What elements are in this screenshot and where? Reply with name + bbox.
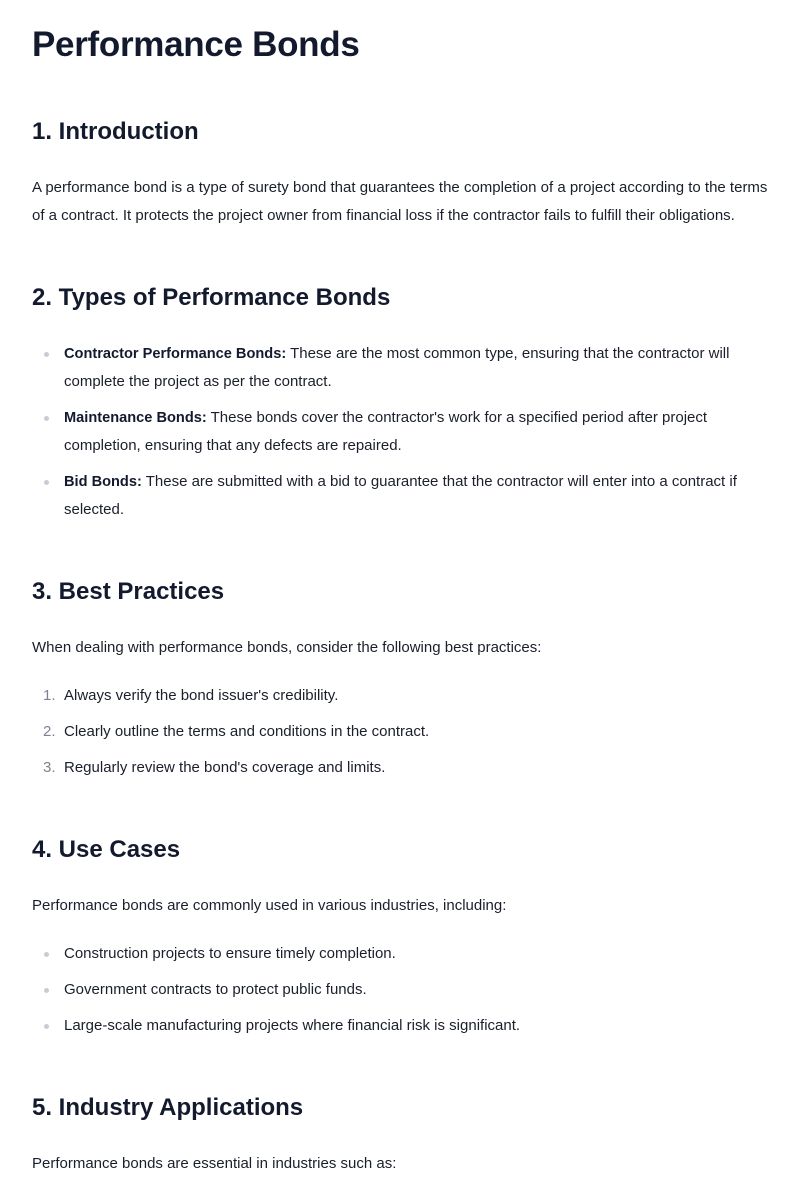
list-item <box>32 340 768 396</box>
bullet-icon <box>44 1024 49 1029</box>
list-item-number: 2. <box>43 723 56 740</box>
bond-types-list <box>32 340 768 524</box>
list-item-term: Contractor Performance Bonds: <box>64 346 287 362</box>
list-item <box>32 1012 768 1040</box>
use-cases-list <box>32 940 768 1040</box>
section-heading: 2. Types of Performance Bonds <box>32 284 391 311</box>
section-paragraph: Performance bonds are essential in industries such as: <box>32 1155 397 1172</box>
list-item <box>32 468 768 524</box>
section-industry-applications <box>32 1092 768 1178</box>
bullet-icon <box>44 952 49 957</box>
page-title: Performance Bonds <box>32 25 360 64</box>
section-use-cases <box>32 834 768 1040</box>
bullet-icon <box>44 352 49 357</box>
list-item-term: Maintenance Bonds: <box>64 410 207 426</box>
section-heading: 4. Use Cases <box>32 836 181 863</box>
section-heading: 1. Introduction <box>32 118 199 145</box>
list-item <box>32 976 768 1004</box>
list-item-text: Regularly review the bond's coverage and limits. <box>64 759 386 776</box>
section-paragraph: When dealing with performance bonds, consider the following best practices: <box>32 639 542 656</box>
list-item <box>32 754 768 782</box>
list-item-text: These are submitted with a bid to guarantee that the contractor will enter into a contract if selected. <box>64 473 737 518</box>
section-heading: 5. Industry Applications <box>32 1094 304 1121</box>
section-paragraph: Performance bonds are commonly used in various industries, including: <box>32 897 507 914</box>
list-item-number: 1. <box>43 687 56 704</box>
list-item <box>32 404 768 460</box>
list-item-text: These are the most common type, ensuring that the contractor will complete the project as per the contract. <box>64 345 730 390</box>
section-paragraph: A performance bond is a type of surety bond that guarantees the completion of a project according to the terms of a contract. It protects the project owner from financial loss if the contractor fails to fulfill their obligations. <box>32 179 768 224</box>
list-item-number: 3. <box>43 759 56 776</box>
section-introduction <box>32 116 768 230</box>
bullet-icon <box>44 416 49 421</box>
section-types <box>32 282 768 524</box>
list-item-text: Construction projects to ensure timely completion. <box>64 945 396 962</box>
list-item-text: Clearly outline the terms and conditions in the contract. <box>64 723 430 740</box>
list-item <box>32 940 768 968</box>
list-item-text: Large-scale manufacturing projects where financial risk is significant. <box>64 1017 521 1034</box>
list-item <box>32 682 768 710</box>
bullet-icon <box>44 988 49 993</box>
section-best-practices <box>32 576 768 782</box>
list-item-text: Always verify the bond issuer's credibility. <box>64 687 339 704</box>
section-heading: 3. Best Practices <box>32 578 225 605</box>
best-practices-list <box>32 682 768 782</box>
list-item-text: Government contracts to protect public funds. <box>64 981 367 998</box>
list-item-term: Bid Bonds: <box>64 474 142 490</box>
bullet-icon <box>44 480 49 485</box>
list-item <box>32 718 768 746</box>
list-item-text: These bonds cover the contractor's work for a specified period after project completion, ensuring that any defects are repaired. <box>64 409 708 454</box>
